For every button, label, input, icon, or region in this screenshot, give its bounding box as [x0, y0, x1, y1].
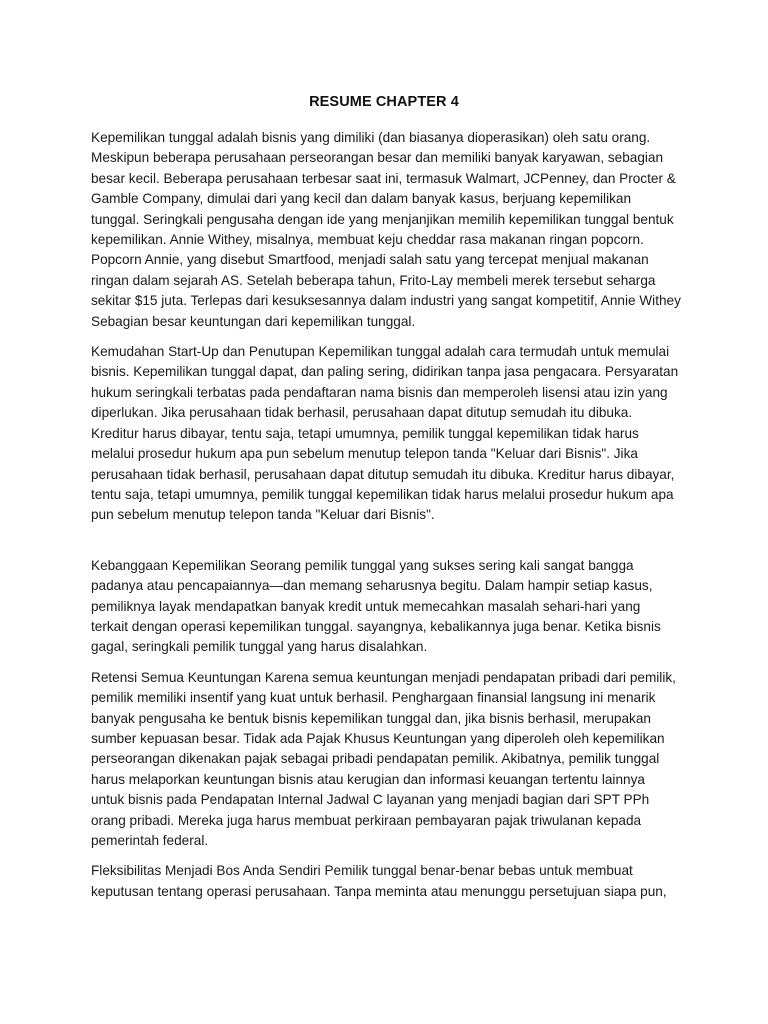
paragraph-sole-proprietorship: Kepemilikan tunggal adalah bisnis yang dimiliki (dan biasanya dioperasikan) oleh satu orang. Meskipun beberapa perusahaan perseorangan besar dan memiliki banyak karyawan, sebagian besar kecil. Beberapa perusahaan terbesar saat ini, termasuk Walmart, JCPenney, dan Procter & Gamble Company, dimulai dari yang kecil dan dalam banyak kasus, berjuang kepemilikan tunggal. Seringkali pengusaha dengan ide yang menjanjikan memilih kepemilikan tunggal bentuk kepemilikan. Annie Withey, misalnya, membuat keju cheddar rasa makanan ringan popcorn. Popcorn Annie, yang disebut Smartfood, menjadi salah satu yang tercepat menjual makanan ringan dalam sejarah AS. Setelah beberapa tahun, Frito-Lay membeli merek tersebut seharga sekitar $15 juta. Terlepas dari kesuksesannya dalam industri yang sangat kompetitif, Annie Withey Sebagian besar keuntungan dari kepemilikan tunggal. [91, 130, 681, 329]
paragraph-flexibility: Fleksibilitas Menjadi Bos Anda Sendiri Pemilik tunggal benar-benar bebas untuk membuat keputusan tentang operasi perusahaan. Tanpa meminta atau menunggu persetujuan siapa pun, [91, 863, 667, 899]
document-title: RESUME CHAPTER 4 [309, 94, 459, 110]
document-body [91, 128, 681, 912]
paragraph-retention-of-profits: Retensi Semua Keuntungan Karena semua keuntungan menjadi pendapatan pribadi dari pemilik, pemilik memiliki insentif yang kuat untuk berhasil. Penghargaan finansial langsung ini menarik banyak pengusaha ke bentuk bisnis kepemilikan tunggal dan, jika bisnis berhasil, merupakan sumber kepuasan besar. Tidak ada Pajak Khusus Keuntungan yang diperoleh oleh kepemilikan perseorangan dikenakan pajak sebagai pribadi pendapatan pemilik. Akibatnya, pemilik tunggal harus melaporkan keuntungan bisnis atau kerugian dan informasi keuangan tertentu lainnya untuk bisnis pada Pendapatan Internal Jadwal C layanan yang menjadi bagian dari SPT PPh orang pribadi. Mereka juga harus membuat perkiraan pembayaran pajak triwulanan kepada pemerintah federal. [91, 669, 676, 848]
paragraph-ease-of-startup: Kemudahan Start-Up dan Penutupan Kepemilikan tunggal adalah cara termudah untuk memulai bisnis. Kepemilikan tunggal dapat, dan paling sering, didirikan tanpa jasa pengacara. Persyaratan hukum seringkali terbatas pada pendaftaran nama bisnis dan memperoleh lisensi atau izin yang diperlukan. Jika perusahaan tidak berhasil, perusahaan dapat ditutup semudah itu dibuka. Kreditur harus dibayar, tentu saja, tetapi umumnya, pemilik tunggal kepemilikan tidak harus melalui prosedur hukum apa pun sebelum menutup telepon tanda "Keluar dari Bisnis". Jika perusahaan tidak berhasil, perusahaan dapat ditutup semudah itu dibuka. Kreditur harus dibayar, tentu saja, tetapi umumnya, pemilik tunggal kepemilikan tidak harus melalui prosedur hukum apa pun sebelum menutup telepon tanda "Keluar dari Bisnis". [91, 344, 679, 523]
paragraph-pride-of-ownership: Kebanggaan Kepemilikan Seorang pemilik tunggal yang sukses sering kali sangat bangga padanya atau pencapaiannya—dan memang seharusnya begitu. Dalam hampir setiap kasus, pemiliknya layak mendapatkan banyak kredit untuk memecahkan masalah sehari-hari yang terkait dengan operasi kepemilikan tunggal. sayangnya, kebalikannya juga benar. Ketika bisnis gagal, seringkali pemilik tunggal yang harus disalahkan. [91, 557, 661, 655]
